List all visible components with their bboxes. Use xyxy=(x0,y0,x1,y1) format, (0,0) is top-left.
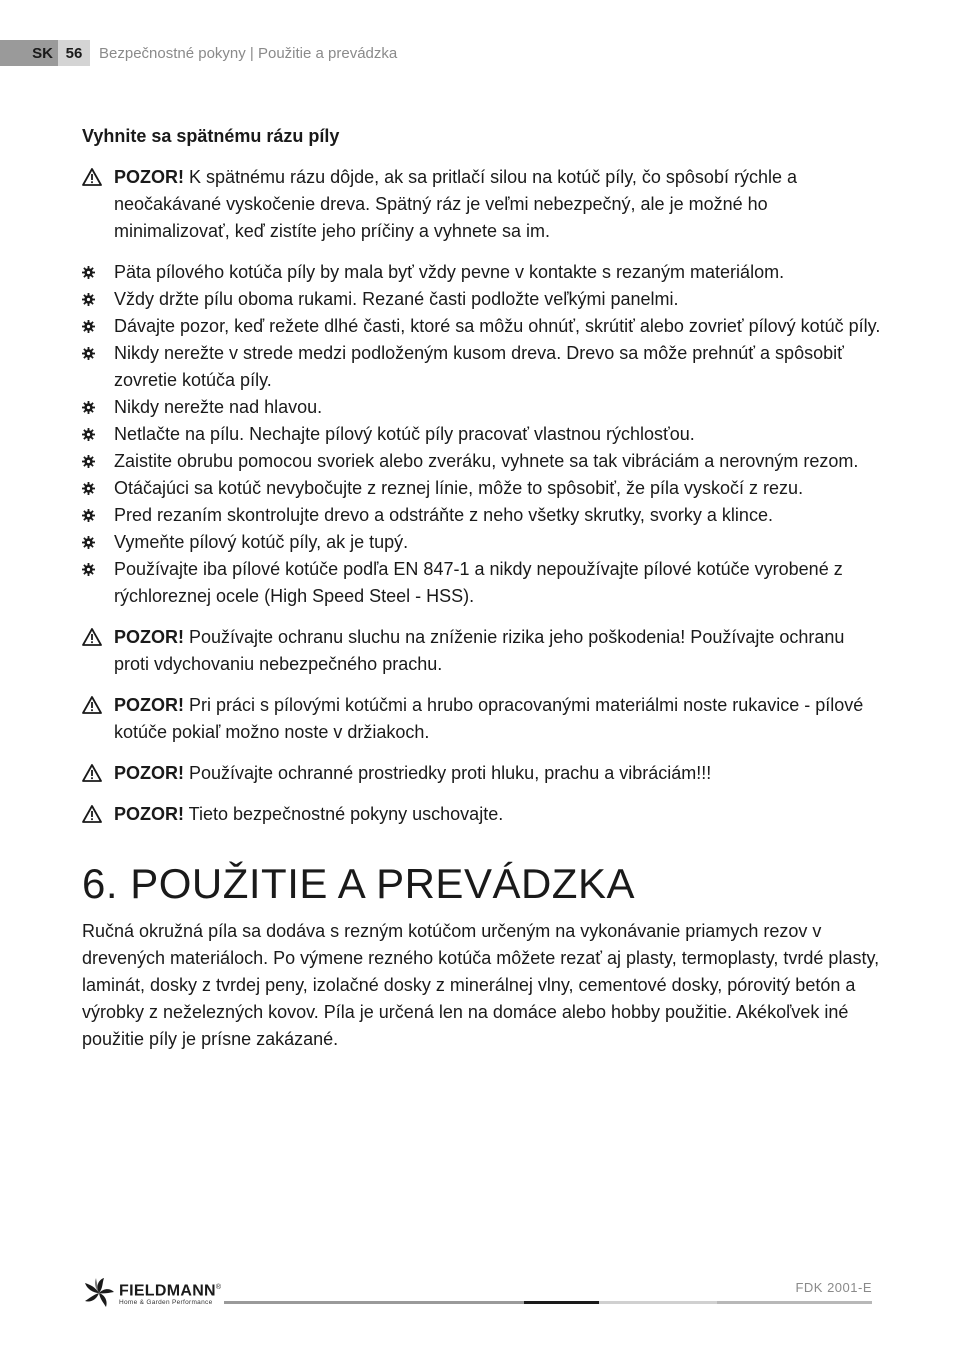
brand-tagline: Home & Garden Performance xyxy=(119,1299,213,1307)
page-header xyxy=(0,40,397,66)
warning-triangle-icon xyxy=(82,805,102,823)
gear-bullet-icon xyxy=(82,266,95,279)
warning-label: POZOR! xyxy=(114,167,184,187)
usage-paragraph: Ručná okružná píla sa dodáva s rezným kotúčom určeným na vykonávanie priamych rezov v drevených materiáloch. Po výmene rezného kotúča môžete rezať aj plasty, termoplasty, tvrdé plasty, laminát, dosky z tvrdej peny, izolačné dosky z minerálnej vlny, cementové dosky, pórovitý betón a výrobky z neželezných kovov. Píla je určená len na domáce alebo hobby použitie. Akékoľvek iné použitie píly je prísne zakázané. xyxy=(82,921,880,1049)
page-number: 56 xyxy=(58,40,90,66)
warning-triangle-icon xyxy=(82,168,102,186)
gear-bullet-icon xyxy=(82,320,95,333)
warning-hearing xyxy=(82,624,882,678)
warning-keep-instructions xyxy=(82,801,882,828)
footer-rule-segment xyxy=(224,1301,524,1304)
list-item: Netlačte na pílu. Nechajte pílový kotúč píly pracovať vlastnou rýchlosťou. xyxy=(82,421,882,448)
list-item: Používajte iba pílové kotúče podľa EN 847-1 a nikdy nepoužívajte pílové kotúče vyrobené z rýchloreznej ocele (High Speed Steel - HSS). xyxy=(82,556,882,610)
brand-name: FIELDMANN® xyxy=(119,1282,222,1300)
gear-bullet-icon xyxy=(82,563,95,576)
brand-logo xyxy=(82,1276,221,1310)
warning-text: Používajte ochranné prostriedky proti hluku, prachu a vibráciám!!! xyxy=(184,763,712,783)
gear-bullet-icon xyxy=(82,482,95,495)
gear-bullet-icon xyxy=(82,536,95,549)
warning-kickback-intro xyxy=(82,164,882,245)
logo-text xyxy=(119,1279,221,1307)
warning-label: POZOR! xyxy=(114,763,184,783)
warning-text: Používajte ochranu sluchu na zníženie rizika jeho poškodenia! Používajte ochranu proti vdychovaniu nebezpečného prachu. xyxy=(114,627,845,674)
list-item: Otáčajúci sa kotúč nevybočujte z reznej línie, môže to spôsobiť, že píla vyskočí z rezu. xyxy=(82,475,882,502)
gear-bullet-icon xyxy=(82,293,95,306)
trademark-symbol: ® xyxy=(215,1283,222,1291)
list-item: Nikdy nerežte v strede medzi podloženým kusom dreva. Drevo sa môže prehnúť a spôsobiť zovretie kotúča píly. xyxy=(82,340,882,394)
section-title: 6. POUŽITIE A PREVÁDZKA xyxy=(82,860,635,907)
kickback-bullet-list xyxy=(82,259,882,610)
gear-bullet-icon xyxy=(82,347,95,360)
warning-label: POZOR! xyxy=(114,804,184,824)
page-content xyxy=(82,124,882,1053)
list-item: Zaistite obrubu pomocou svoriek alebo zveráku, vyhnete sa tak vibráciám a nerovným rezom. xyxy=(82,448,882,475)
warning-triangle-icon xyxy=(82,628,102,646)
warning-triangle-icon xyxy=(82,764,102,782)
list-item: Vždy držte pílu oboma rukami. Rezané časti podložte veľkými panelmi. xyxy=(82,286,882,313)
gear-bullet-icon xyxy=(82,509,95,522)
fieldmann-logo-mark-icon xyxy=(82,1276,116,1310)
gear-bullet-icon xyxy=(82,401,95,414)
warning-protection xyxy=(82,760,882,787)
warning-text: Pri práci s pílovými kotúčmi a hrubo opracovanými materiálmi noste rukavice - pílové kotúče pokiaľ možno noste v držiakoch. xyxy=(114,695,864,742)
list-item: Vymeňte pílový kotúč píly, ak je tupý. xyxy=(82,529,882,556)
list-item: Päta pílového kotúča píly by mala byť vždy pevne v kontakte s rezaným materiálom. xyxy=(82,259,882,286)
warning-label: POZOR! xyxy=(114,695,184,715)
warning-triangle-icon xyxy=(82,696,102,714)
language-badge: SK xyxy=(0,40,58,66)
footer-rule-segment xyxy=(524,1301,599,1304)
footer-rule-segment xyxy=(599,1301,717,1304)
list-item: Nikdy nerežte nad hlavou. xyxy=(82,394,882,421)
running-head: Bezpečnostné pokyny | Použitie a prevádzka xyxy=(99,44,398,62)
warning-gloves xyxy=(82,692,882,746)
footer-rule-segment xyxy=(717,1301,872,1304)
model-number: FDK 2001-E xyxy=(795,1280,872,1295)
warning-label: POZOR! xyxy=(114,627,184,647)
warning-text: Tieto bezpečnostné pokyny uschovajte. xyxy=(184,804,504,824)
gear-bullet-icon xyxy=(82,428,95,441)
list-item: Dávajte pozor, keď režete dlhé časti, ktoré sa môžu ohnúť, skrútiť alebo zovrieť pílový kotúč píly. xyxy=(82,313,882,340)
list-item: Pred rezaním skontrolujte drevo a odstráňte z neho všetky skrutky, svorky a klince. xyxy=(82,502,882,529)
kickback-heading: Vyhnite sa spätnému rázu píly xyxy=(82,126,340,146)
warning-text: K spätnému rázu dôjde, ak sa pritlačí silou na kotúč píly, čo spôsobí rýchle a neočakávané vyskočenie dreva. Spätný ráz je veľmi nebezpečný, ale je možné ho minimalizovať, keď zistíte jeho príčiny a vyhnete sa im. xyxy=(114,167,797,241)
gear-bullet-icon xyxy=(82,455,95,468)
